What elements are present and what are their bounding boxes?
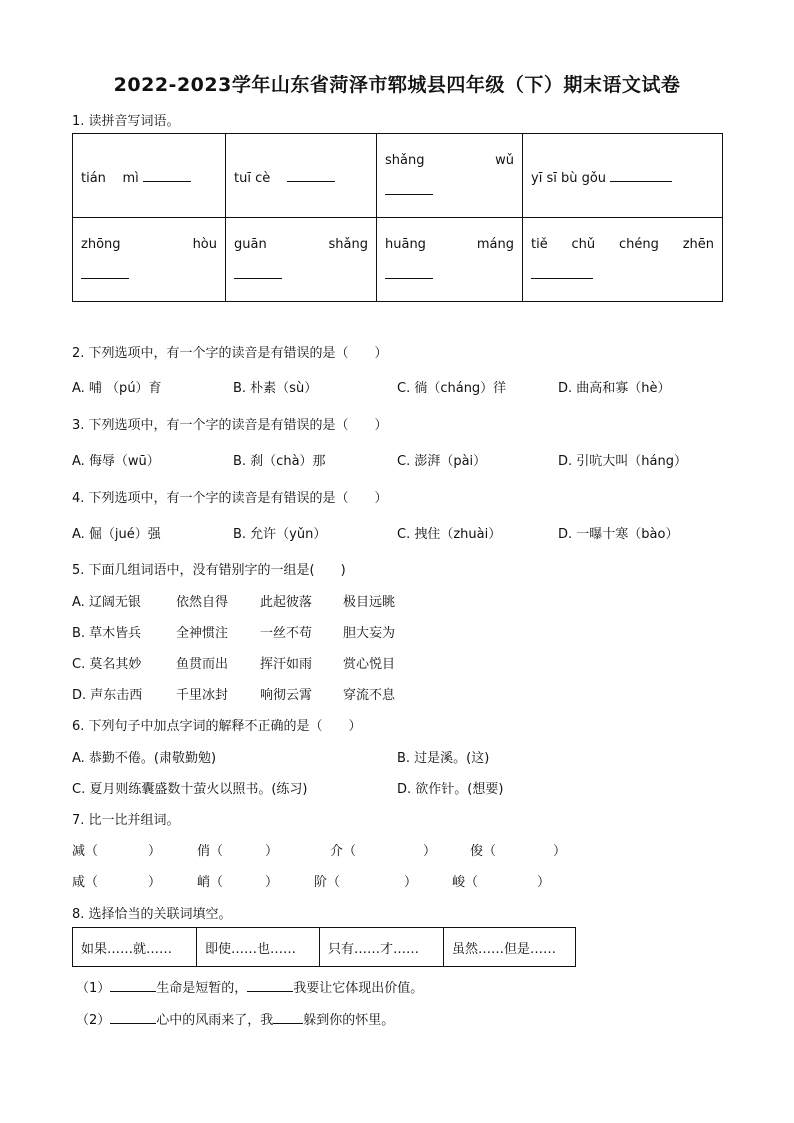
sentence-text: 生命是短暂的， [156, 981, 248, 996]
answer-blank[interactable] [385, 277, 433, 279]
pinyin-cell [377, 134, 523, 218]
compare-open: 峭（ [197, 875, 224, 890]
pinyin-table [72, 133, 723, 302]
option-b[interactable]: B. 刹（chà）那 [233, 454, 326, 469]
sentence-number: （1） [76, 981, 111, 996]
answer-blank[interactable] [110, 990, 156, 992]
answer-blank[interactable] [81, 277, 129, 279]
word: 极目远眺 [343, 595, 396, 610]
answer-blank[interactable] [234, 277, 282, 279]
q2-prompt: 2. 下列选项中，有一个字的读音是有错误的是（ ） [72, 346, 388, 361]
conjunction-choice: 只有……才…… [320, 928, 444, 967]
option-c[interactable]: C. 拽住（zhuài） [397, 527, 502, 542]
sentence-1 [76, 977, 423, 996]
compare-close: ） [423, 844, 437, 859]
pinyin-cell [523, 134, 723, 218]
option-d[interactable]: D. 引吭大叫（háng） [558, 454, 687, 469]
word: 鱼贯而出 [176, 657, 229, 672]
q4-prompt: 4. 下列选项中，有一个字的读音是有错误的是（ ） [72, 491, 388, 506]
pinyin: mì [122, 171, 139, 186]
compare-close: ） [265, 844, 279, 859]
q7-prompt: 7. 比一比并组词。 [72, 813, 180, 828]
option-a[interactable]: A. 辽阔无银 [72, 595, 141, 610]
word: 胆大妄为 [343, 626, 396, 641]
pinyin: yī sī bù gǒu [531, 171, 607, 186]
sentence-text: 躲到你的怀里。 [303, 1013, 395, 1028]
option-d[interactable]: D. 声东击西 [72, 688, 143, 703]
compare-open: 俏（ [197, 844, 224, 859]
option-b[interactable]: B. 过是溪。(这) [397, 751, 490, 766]
answer-blank[interactable] [143, 180, 191, 182]
compare-close: ） [537, 875, 551, 890]
option-a[interactable]: A. 侮辱（wū） [72, 454, 160, 469]
pinyin-cell [377, 218, 523, 302]
page-title: 2022-2023学年山东省菏泽市郓城县四年级（下）期末语文试卷 [113, 74, 681, 96]
answer-blank[interactable] [610, 180, 672, 182]
option-b[interactable]: B. 允许（yǔn） [233, 527, 327, 542]
sentence-number: （2） [76, 1013, 111, 1028]
pinyin-cell [73, 134, 226, 218]
pinyin: hòu [192, 237, 217, 252]
compare-open: 介（ [330, 844, 357, 859]
pinyin: tián [81, 171, 106, 186]
pinyin: huāng [385, 237, 426, 252]
pinyin-cell [226, 218, 377, 302]
answer-blank[interactable] [385, 193, 433, 195]
conjunction-choice: 即使……也…… [197, 928, 320, 967]
word: 赏心悦目 [343, 657, 396, 672]
compare-open: 咸（ [72, 875, 99, 890]
answer-blank[interactable] [273, 1022, 303, 1024]
compare-open: 俊（ [470, 844, 497, 859]
pinyin: zhōng [81, 237, 121, 252]
word: 响彻云霄 [260, 688, 313, 703]
conjunction-choice: 虽然……但是…… [444, 928, 576, 967]
compare-open: 减（ [72, 844, 99, 859]
q1-prompt: 1. 读拼音写词语。 [72, 114, 180, 129]
option-a[interactable]: A. 哺 （pú）育 [72, 381, 162, 396]
pinyin: guān [234, 237, 267, 252]
option-a[interactable]: A. 恭勤不倦。(肃敬勤勉) [72, 751, 217, 766]
answer-blank[interactable] [287, 180, 335, 182]
compare-close: ） [148, 844, 162, 859]
word: 一丝不苟 [260, 626, 313, 641]
conjunction-choice: 如果……就…… [73, 928, 197, 967]
word: 穿流不息 [343, 688, 396, 703]
pinyin-cell [226, 134, 377, 218]
option-a[interactable]: A. 倔（jué）强 [72, 527, 161, 542]
pinyin: máng [476, 237, 514, 252]
compare-open: 峻（ [452, 875, 479, 890]
compare-close: ） [265, 875, 279, 890]
q8-prompt: 8. 选择恰当的关联词填空。 [72, 907, 232, 922]
pinyin-cell [523, 218, 723, 302]
sentence-text: 心中的风雨来了，我 [156, 1013, 274, 1028]
answer-blank[interactable] [110, 1022, 156, 1024]
answer-blank[interactable] [247, 990, 293, 992]
pinyin: zhēn [682, 237, 714, 252]
pinyin-cell [73, 218, 226, 302]
sentence-text: 我要让它体现出价值。 [293, 981, 424, 996]
compare-close: ） [148, 875, 162, 890]
option-d[interactable]: D. 曲高和寡（hè） [558, 381, 671, 396]
compare-close: ） [553, 844, 567, 859]
q6-prompt: 6. 下列句子中加点字词的解释不正确的是（ ） [72, 719, 362, 734]
pinyin: shǎng [385, 153, 425, 168]
pinyin: chéng [618, 237, 659, 252]
option-b[interactable]: B. 朴素（sù） [233, 381, 318, 396]
word: 全神惯注 [176, 626, 229, 641]
option-d[interactable]: D. 一曝十寒（bào） [558, 527, 679, 542]
option-c[interactable]: C. 莫名其妙 [72, 657, 142, 672]
answer-blank[interactable] [531, 277, 593, 279]
option-c[interactable]: C. 澎湃（pài） [397, 454, 487, 469]
option-c[interactable]: C. 夏月则练囊盛数十萤火以照书。(练习) [72, 782, 308, 797]
conjunction-table [72, 927, 576, 967]
pinyin: tiě [531, 237, 548, 252]
word: 此起彼落 [260, 595, 313, 610]
option-c[interactable]: C. 徜（cháng）徉 [397, 381, 507, 396]
pinyin: chǔ [571, 237, 596, 252]
q3-prompt: 3. 下列选项中，有一个字的读音是有错误的是（ ） [72, 418, 388, 433]
compare-open: 阶（ [314, 875, 341, 890]
word: 挥汗如雨 [260, 657, 313, 672]
option-b[interactable]: B. 草木皆兵 [72, 626, 142, 641]
pinyin: tuī cè [234, 171, 271, 186]
pinyin: wǔ [495, 153, 514, 168]
compare-close: ） [404, 875, 418, 890]
option-d[interactable]: D. 欲作针。(想要) [397, 782, 504, 797]
word: 千里冰封 [176, 688, 229, 703]
pinyin: shǎng [328, 237, 368, 252]
q5-prompt: 5. 下面几组词语中，没有错别字的一组是( ) [72, 563, 346, 578]
word: 依然自得 [176, 595, 229, 610]
sentence-2 [76, 1009, 394, 1028]
